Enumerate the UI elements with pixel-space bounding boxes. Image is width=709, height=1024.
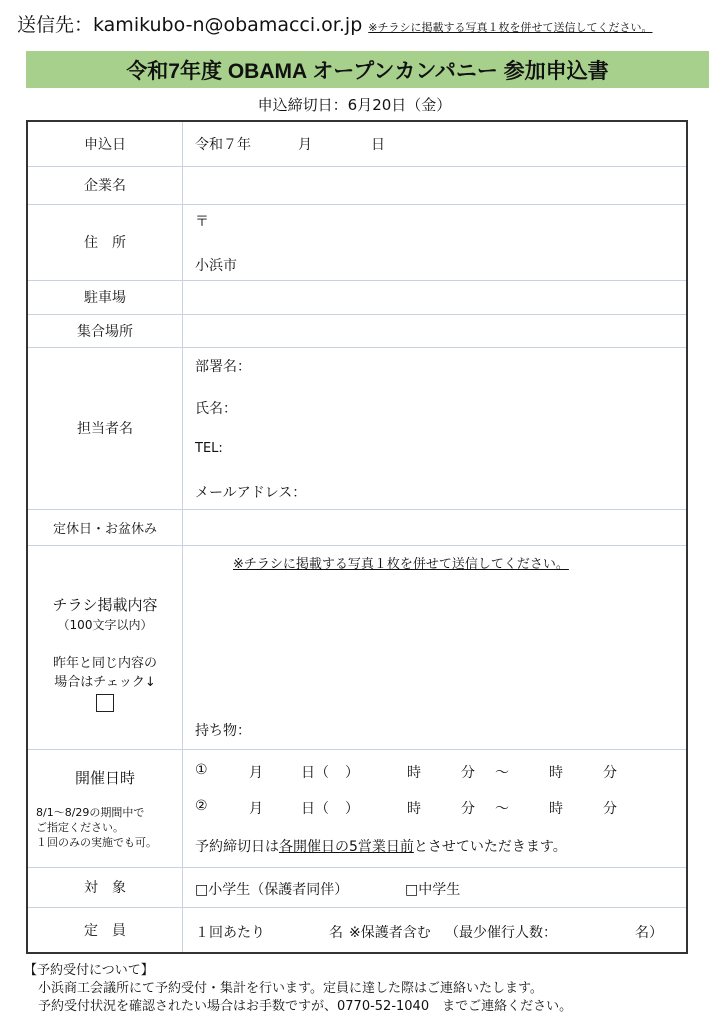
slot-1-paren: ） [345, 764, 359, 781]
date-month: 月 [298, 137, 312, 153]
flyer-same-line2: 場合はチェック↓ [54, 674, 156, 690]
field-contact[interactable] [183, 347, 688, 509]
slot-2-hour-start: 時 [407, 800, 421, 817]
reservation-line1: 小浜商工会議所にて予約受付・集計を行います。定員に達した際はご連絡いたします。 [38, 981, 543, 996]
capacity-min-label: （最少催行人数： [445, 924, 557, 941]
label-application-date: 申込日 [27, 121, 183, 166]
slot-1-day: 日（ [301, 764, 329, 781]
label-flyer [27, 545, 183, 749]
application-deadline: 申込締切日：6月20日（金） [257, 96, 452, 114]
field-target [183, 867, 688, 907]
row-schedule [27, 749, 687, 867]
contact-dept: 部署名： [195, 358, 251, 375]
flyer-label: チラシ掲載内容 [52, 595, 158, 614]
slot-2-min-start: 分 [461, 800, 475, 817]
schedule-label: 開催日時 [74, 768, 135, 787]
row-meeting-place [27, 314, 687, 347]
flyer-same-line1: 昨年と同じ内容の [52, 655, 157, 671]
label-target: 対 象 [27, 867, 183, 907]
schedule-note3: １回のみの実施でも可。 [36, 835, 157, 849]
slot-1-month: 月 [249, 764, 263, 781]
application-form [26, 120, 688, 954]
slot-2-tilde: ～ [495, 800, 509, 817]
cutoff-post: とさせていただきます。 [413, 838, 567, 855]
field-schedule[interactable] [183, 749, 688, 867]
row-application-date [27, 121, 687, 166]
slot-2-month: 月 [249, 800, 263, 817]
label-address: 住 所 [27, 204, 183, 280]
flyer-photo-note: ※チラシに掲載する写真１枚を併せて送信してください。 [233, 556, 569, 572]
field-holiday[interactable] [183, 509, 688, 545]
contact-email: メールアドレス： [195, 484, 307, 501]
capacity-note: ※保護者含む [349, 924, 431, 941]
postal-mark: 〒 [195, 213, 209, 230]
sendto-photo-note: ※チラシに掲載する写真１枚を併せて送信してください。 [368, 21, 653, 34]
field-flyer-content[interactable] [183, 545, 688, 749]
row-flyer [27, 545, 687, 749]
label-meeting-place: 集合場所 [27, 314, 183, 347]
label-capacity: 定 員 [27, 907, 183, 953]
field-meeting-place[interactable] [183, 314, 688, 347]
field-company[interactable] [183, 166, 688, 204]
date-reiwa: 令和７年 [195, 137, 251, 153]
slot-2-number: ② [195, 797, 208, 814]
target-elementary-checkbox[interactable]: □小学生（保護者同伴） [195, 881, 349, 898]
field-capacity[interactable] [183, 907, 688, 953]
label-schedule [27, 749, 183, 867]
same-content-checkbox[interactable] [96, 694, 114, 712]
row-holiday [27, 509, 687, 545]
cutoff-underlined: 各開催日の5営業日前 [279, 838, 414, 855]
cutoff-pre: 予約締切日は [195, 838, 279, 855]
reservation-heading: 【予約受付について】 [24, 963, 154, 978]
row-company [27, 166, 687, 204]
label-company: 企業名 [27, 166, 183, 204]
reservation-cutoff [195, 836, 567, 856]
row-address [27, 204, 687, 280]
schedule-note1: 8/1～8/29の期間中で [36, 805, 145, 819]
slot-1-number: ① [195, 761, 208, 778]
contact-tel: TEL: [195, 440, 223, 456]
slot-1-tilde: ～ [495, 764, 509, 781]
row-capacity [27, 907, 687, 953]
sendto-address: 送信先：kamikubo-n@obamacci.or.jp [17, 14, 363, 36]
flyer-items: 持ち物： [195, 722, 251, 739]
slot-1-hour-start: 時 [407, 764, 421, 781]
capacity-min-unit: 名） [635, 924, 663, 941]
reservation-info [24, 962, 572, 1016]
schedule-note2: ご指定ください。 [36, 820, 124, 834]
row-contact [27, 347, 687, 509]
field-address[interactable] [183, 204, 688, 280]
reservation-line2: 予約受付状況を確認されたい場合はお手数ですが、0770-52-1040 までご連絡ください。 [38, 999, 573, 1014]
label-holiday: 定休日・お盆休み [27, 509, 183, 545]
capacity-unit: 名 [329, 924, 343, 941]
schedule-slot-2[interactable] [195, 798, 675, 820]
field-parking[interactable] [183, 280, 688, 314]
slot-1-min-start: 分 [461, 764, 475, 781]
contact-name: 氏名： [195, 400, 237, 417]
label-contact-person: 担当者名 [27, 347, 183, 509]
address-city: 小浜市 [195, 257, 237, 274]
row-target [27, 867, 687, 907]
slot-1-min-end: 分 [603, 764, 617, 781]
slot-2-min-end: 分 [603, 800, 617, 817]
slot-2-hour-end: 時 [549, 800, 563, 817]
form-title: 令和7年度 OBAMA オープンカンパニー 参加申込書 [26, 51, 709, 88]
date-day: 日 [371, 137, 385, 153]
target-junior-high-checkbox[interactable]: □中学生 [405, 881, 461, 898]
sendto-line [17, 10, 652, 37]
schedule-slot-1[interactable] [195, 762, 675, 784]
field-application-date[interactable] [183, 121, 688, 166]
flyer-limit: （100文字以内） [57, 617, 153, 632]
slot-2-day: 日（ [301, 800, 329, 817]
capacity-per: １回あたり [195, 924, 265, 941]
slot-1-hour-end: 時 [549, 764, 563, 781]
row-parking [27, 280, 687, 314]
label-parking: 駐車場 [27, 280, 183, 314]
slot-2-paren: ） [345, 800, 359, 817]
